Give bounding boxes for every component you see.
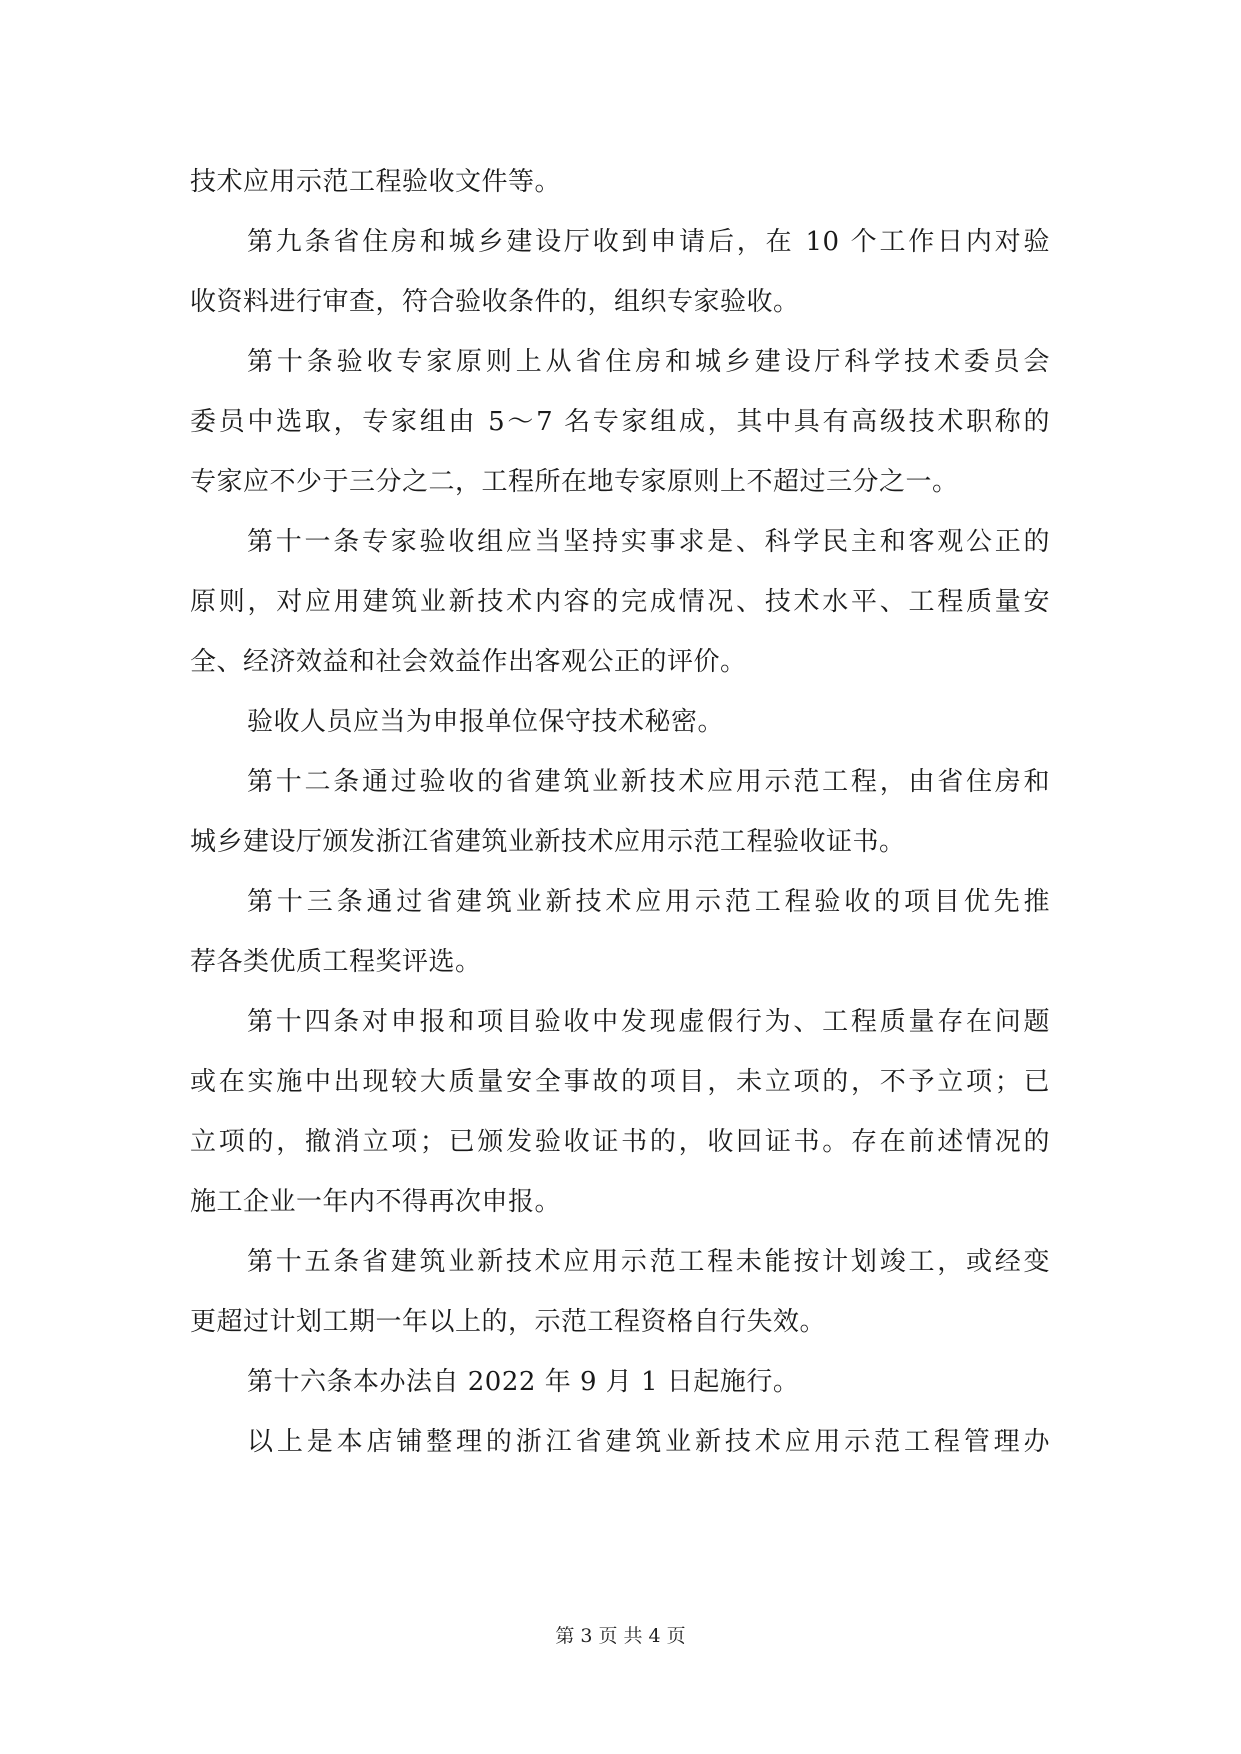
text-line: 全、经济效益和社会效益作出客观公正的评价。 [190, 647, 747, 677]
page-number-footer: 第 3 页 共 4 页 [555, 1625, 686, 1647]
text-line: 原则，对应用建筑业新技术内容的完成情况、技术水平、工程质量安 [190, 587, 1050, 617]
text-line: 第十四条对申报和项目验收中发现虚假行为、工程质量存在问题 [247, 1007, 1050, 1037]
text-line: 荐各类优质工程奖评选。 [190, 947, 482, 977]
text-line: 第九条省住房和城乡建设厅收到申请后，在 10 个工作日内对验 [247, 227, 1050, 257]
text-line: 第十五条省建筑业新技术应用示范工程未能按计划竣工，或经变 [247, 1247, 1050, 1277]
text-line: 验收人员应当为申报单位保守技术秘密。 [247, 707, 725, 737]
text-line: 第十条验收专家原则上从省住房和城乡建设厅科学技术委员会 [247, 347, 1050, 377]
document-body [190, 152, 1050, 1472]
text-line: 第十六条本办法自 2022 年 9 月 1 日起施行。 [247, 1367, 800, 1397]
text-line: 以上是本店铺整理的浙江省建筑业新技术应用示范工程管理办 [247, 1427, 1050, 1457]
text-line: 立项的，撤消立项；已颁发验收证书的，收回证书。存在前述情况的 [190, 1127, 1050, 1157]
text-line: 更超过计划工期一年以上的，示范工程资格自行失效。 [190, 1307, 827, 1337]
text-line: 城乡建设厅颁发浙江省建筑业新技术应用示范工程验收证书。 [190, 827, 906, 857]
text-line: 第十一条专家验收组应当坚持实事求是、科学民主和客观公正的 [247, 527, 1050, 557]
text-line: 施工企业一年内不得再次申报。 [190, 1187, 562, 1217]
text-line: 专家应不少于三分之二，工程所在地专家原则上不超过三分之一。 [190, 467, 959, 497]
text-line: 第十二条通过验收的省建筑业新技术应用示范工程，由省住房和 [247, 767, 1050, 797]
text-line: 第十三条通过省建筑业新技术应用示范工程验收的项目优先推 [247, 887, 1050, 917]
text-line: 收资料进行审查，符合验收条件的，组织专家验收。 [190, 287, 800, 317]
text-line: 技术应用示范工程验收文件等。 [190, 167, 562, 197]
text-line: 或在实施中出现较大质量安全事故的项目，未立项的，不予立项；已 [190, 1067, 1050, 1097]
text-line: 委员中选取，专家组由 5～7 名专家组成，其中具有高级技术职称的 [190, 407, 1050, 437]
